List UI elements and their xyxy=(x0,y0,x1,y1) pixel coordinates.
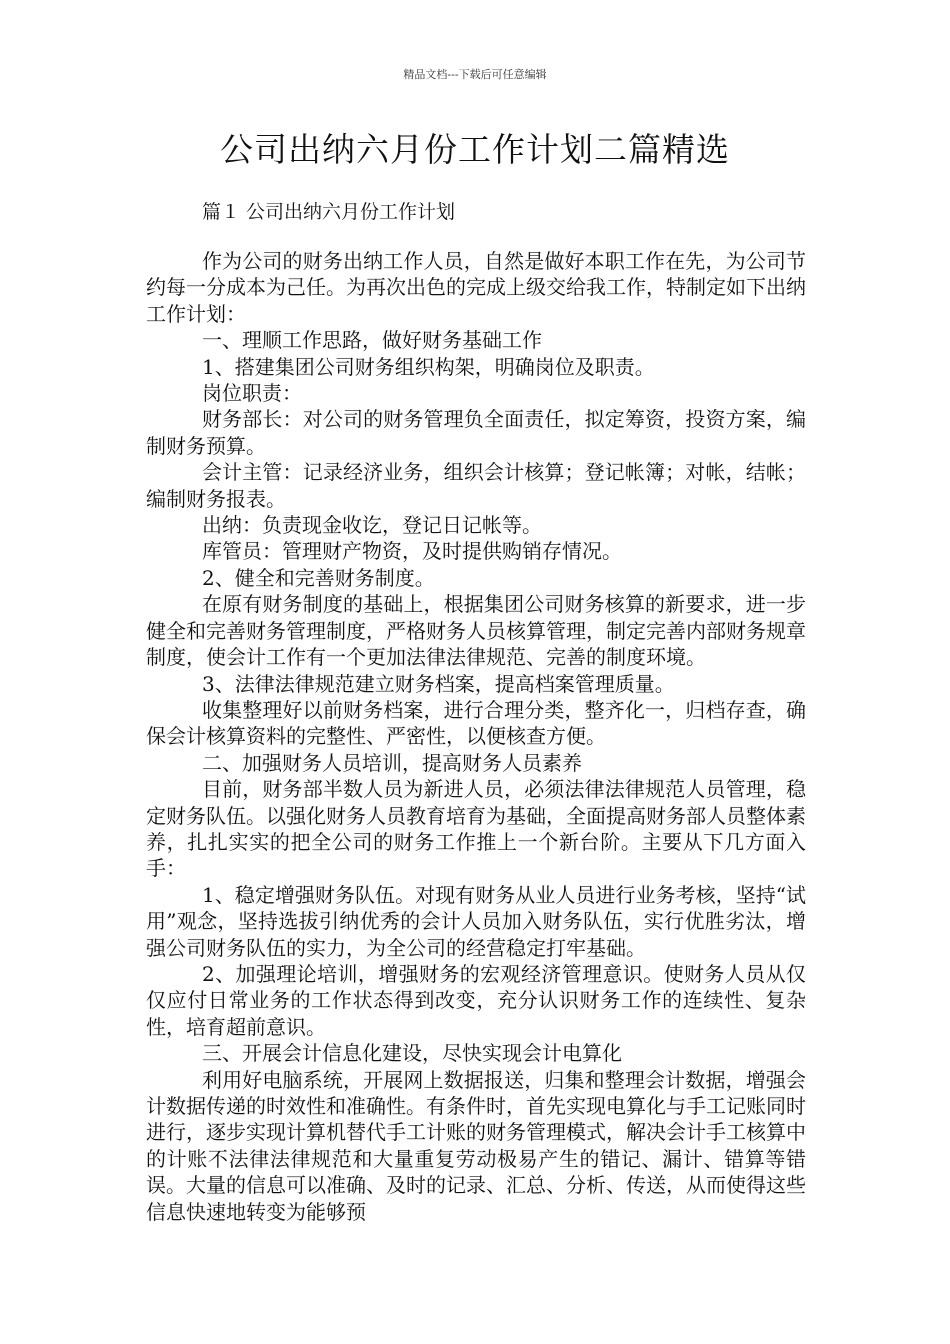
paragraph: 在原有财务制度的基础上，根据集团公司财务核算的新要求，进一步健全和完善财务管理制度，严格财务人员核算管理，制定完善内部财务规章制度，使会计工作有一个更加法律法律规范、完善的制度环境。 xyxy=(146,592,806,670)
paragraph: 财务部长：对公司的财务管理负全面责任，拟定筹资，投资方案，编制财务预算。 xyxy=(146,407,806,458)
document-body xyxy=(146,248,806,1225)
section-heading: 二、加强财务人员培训，提高财务人员素养 xyxy=(202,750,582,775)
paragraph: 1、搭建集团公司财务组织构架，明确岗位及职责。 xyxy=(202,354,655,379)
paragraph: 库管员：管理财产物资，及时提供购销存情况。 xyxy=(202,539,622,564)
paragraph: 出纳：负责现金收讫，登记日记帐等。 xyxy=(202,513,542,538)
paragraph: 3、法律法律规范建立财务档案，提高档案管理质量。 xyxy=(202,671,675,696)
paragraph: 2、健全和完善财务制度。 xyxy=(202,565,435,590)
section-heading: 一、理顺工作思路，做好财务基础工作 xyxy=(202,328,542,353)
document-title: 公司出纳六月份工作计划二篇精选 xyxy=(220,130,730,169)
paragraph: 作为公司的财务出纳工作人员，自然是做好本职工作在先，为公司节约每一分成本为己任。为再次出色的完成上级交给我工作，特制定如下出纳工作计划： xyxy=(146,249,806,326)
paragraph: 2、加强理论培训，增强财务的宏观经济管理意识。使财务人员从仅仅应付日常业务的工作状态得到改变，充分认识财务工作的连续性、复杂性，培育超前意识。 xyxy=(146,961,806,1039)
paragraph: 岗位职责： xyxy=(202,381,302,406)
header-note: 精品文档---下载后可任意编辑 xyxy=(403,68,547,81)
paragraph: 1、稳定增强财务队伍。对现有财务从业人员进行业务考核，坚持“试用”观念，坚持选拔引纳优秀的会计人员加入财务队伍，实行优胜劣汰，增强公司财务队伍的实力，为全公司的经营稳定打牢基础。 xyxy=(146,882,806,960)
section-subtitle: 篇１ 公司出纳六月份工作计划 xyxy=(202,201,456,223)
paragraph: 利用好电脑系统，开展网上数据报送，归集和整理会计数据，增强会计数据传递的时效性和准确性。有条件时，首先实现电算化与手工记账同时进行，逐步实现计算机替代手工计账的财务管理模式，解决会计手工核算中的计账不法律法律规范和大量重复劳动极易产生的错记、漏计、错算等错误。大量的信息可以准确、及时的记录、汇总、分析、传送，从而使得这些信息快速地转变为能够预 xyxy=(146,1067,806,1224)
paragraph: 会计主管：记录经济业务，组织会计核算；登记帐簿；对帐，结帐；编制财务报表。 xyxy=(146,460,806,511)
section-heading: 三、开展会计信息化建设，尽快实现会计电算化 xyxy=(202,1041,622,1066)
paragraph: 目前，财务部半数人员为新进人员，必须法律法律规范人员管理，稳定财务队伍。以强化财务人员教育培育为基础，全面提高财务部人员整体素养，扎扎实实的把全公司的财务工作推上一个新台阶。主要从下几方面入手： xyxy=(146,777,806,881)
paragraph: 收集整理好以前财务档案，进行合理分类，整齐化一，归档存查，确保会计核算资料的完整性、严密性，以便核查方便。 xyxy=(146,697,806,749)
